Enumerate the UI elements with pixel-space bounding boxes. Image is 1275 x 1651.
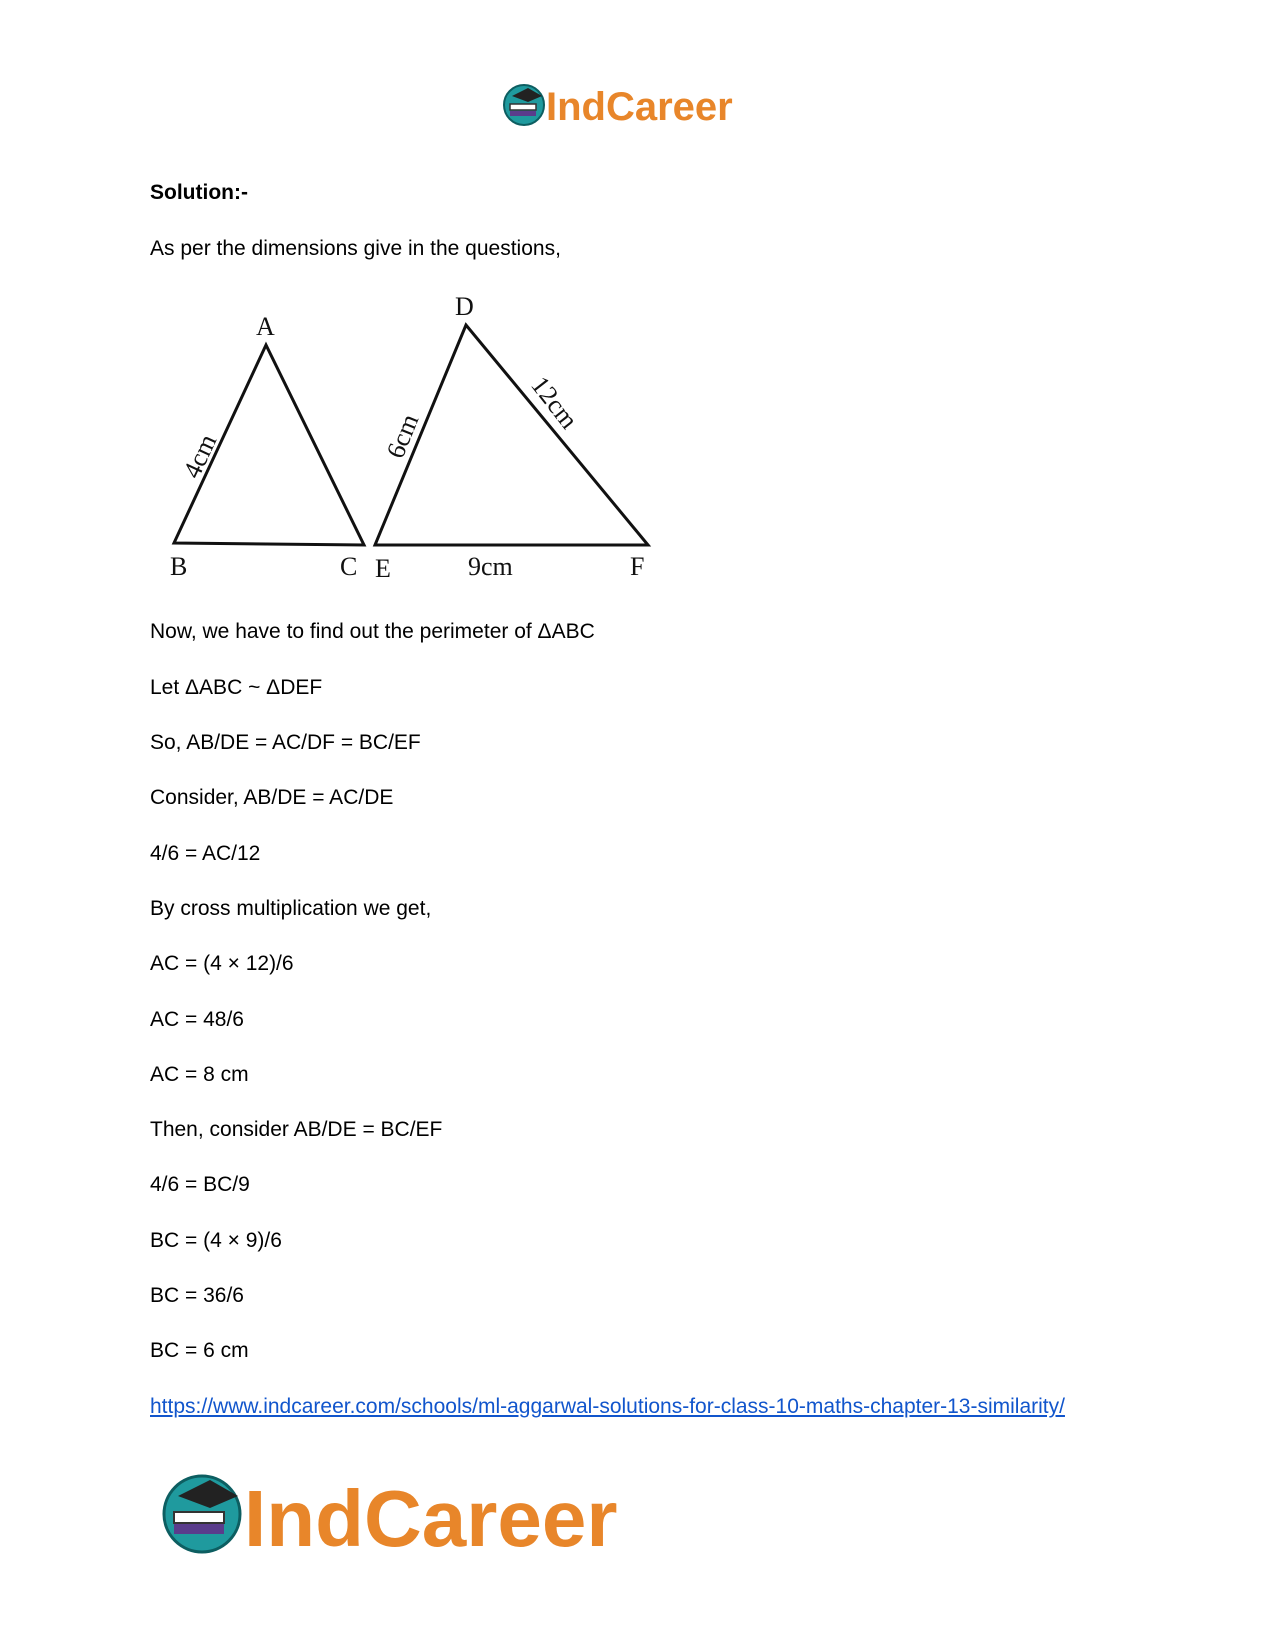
brand-name-bottom: IndCareer [244, 1474, 618, 1561]
step-6: By cross multiplication we get, [150, 897, 432, 920]
source-link[interactable]: https://www.indcareer.com/schools/ml-aggarwal-solutions-for-class-10-maths-chapter-13-similarity/ [150, 1395, 1065, 1418]
vertex-a-label: A [256, 312, 275, 341]
similar-triangles-figure [150, 285, 670, 590]
intro-text: As per the dimensions give in the questions, [150, 237, 561, 260]
step-1: Now, we have to find out the perimeter of ΔABC [150, 620, 595, 643]
indcareer-logo-bottom [160, 1466, 700, 1561]
graduation-cap-globe-icon [164, 1476, 240, 1552]
step-7: AC = (4 × 12)/6 [150, 952, 294, 975]
side-ef-label: 9cm [468, 552, 513, 581]
step-10: Then, consider AB/DE = BC/EF [150, 1118, 443, 1141]
step-5: 4/6 = AC/12 [150, 842, 261, 865]
vertex-f-label: F [630, 552, 645, 581]
indcareer-logo-top [502, 80, 772, 130]
vertex-d-label: D [455, 292, 474, 321]
step-4: Consider, AB/DE = AC/DE [150, 786, 394, 809]
brand-name: IndCareer [546, 85, 733, 129]
vertex-c-label: C [340, 552, 358, 581]
step-3: So, AB/DE = AC/DF = BC/EF [150, 731, 421, 754]
step-2: Let ΔABC ~ ΔDEF [150, 676, 323, 699]
vertex-b-label: B [170, 552, 188, 581]
vertex-e-label: E [375, 554, 391, 583]
side-ab-label: 4cm [177, 429, 223, 483]
graduation-cap-globe-icon [504, 85, 544, 125]
solution-heading: Solution:- [150, 181, 248, 204]
side-df-label: 12cm [525, 370, 584, 435]
step-8: AC = 48/6 [150, 1008, 244, 1031]
step-14: BC = 6 cm [150, 1339, 249, 1362]
step-13: BC = 36/6 [150, 1284, 244, 1307]
step-11: 4/6 = BC/9 [150, 1173, 250, 1196]
side-de-label: 6cm [380, 409, 425, 463]
step-12: BC = (4 × 9)/6 [150, 1229, 282, 1252]
step-9: AC = 8 cm [150, 1063, 249, 1086]
